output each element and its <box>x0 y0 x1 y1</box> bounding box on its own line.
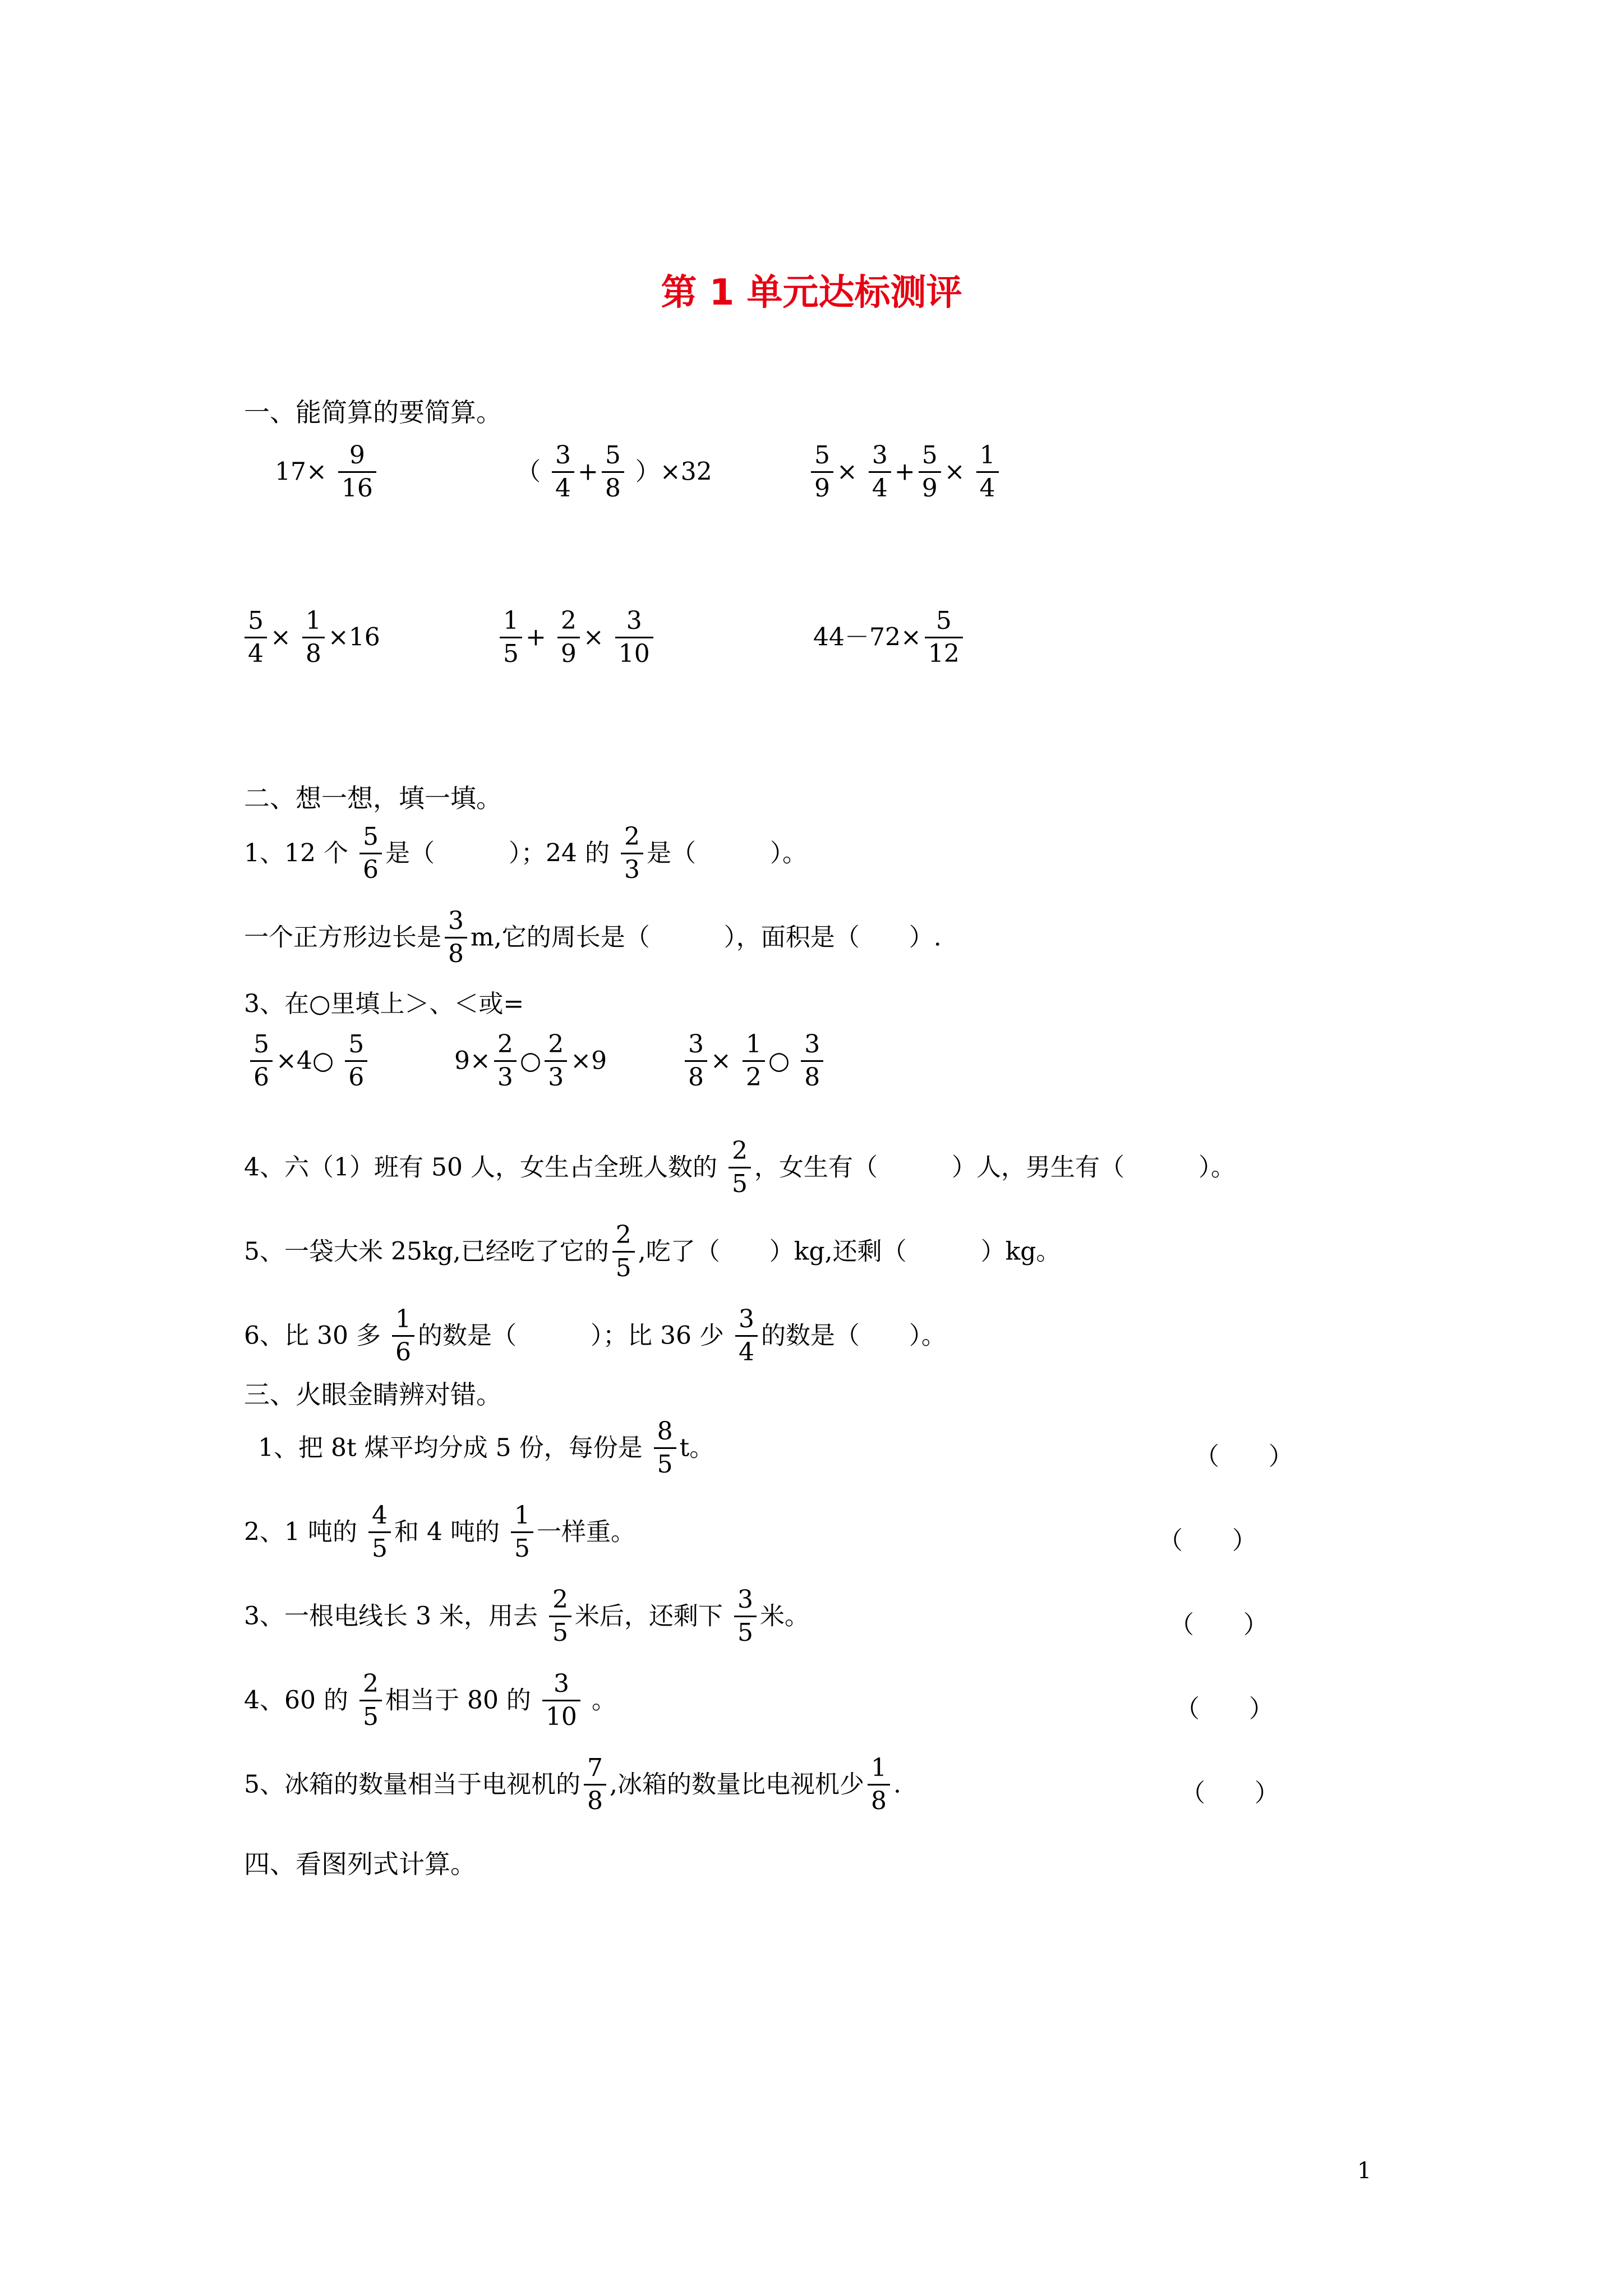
compare-3-1 <box>247 1032 371 1090</box>
question-text: m,它的周长是（ ），面积是（ ）. <box>471 923 942 952</box>
denominator: 8 <box>868 1784 890 1814</box>
denominator: 5 <box>734 1616 757 1645</box>
problem-text: ）×32 <box>635 457 712 486</box>
section-2-heading: 二、想一想，填一填。 <box>244 783 502 813</box>
denominator: 5 <box>500 637 522 666</box>
fraction <box>602 443 624 501</box>
fraction <box>621 822 643 884</box>
operator: × <box>944 457 965 486</box>
denominator: 8 <box>801 1060 823 1090</box>
fraction <box>392 1307 414 1365</box>
numerator: 2 <box>624 822 640 851</box>
numerator: 5 <box>921 441 938 470</box>
fraction <box>557 606 580 668</box>
operator: + <box>894 457 915 486</box>
question-2-3-heading: 3、在○里填上＞、＜或= <box>244 990 524 1018</box>
numerator: 1 <box>979 441 995 470</box>
problem-1-2 <box>516 443 712 501</box>
question-text: 3、一根电线长 3 米，用去 <box>244 1602 538 1631</box>
fraction <box>612 1223 635 1281</box>
fraction <box>654 1419 676 1477</box>
fraction <box>511 1503 533 1561</box>
question-2-6 <box>244 1307 946 1365</box>
problem-1-5 <box>496 606 657 668</box>
operator: × <box>711 1046 731 1075</box>
numerator: 7 <box>587 1754 603 1782</box>
denominator: 8 <box>602 471 624 501</box>
problem-1-6 <box>813 606 966 668</box>
question-text: 的数是（ ）。 <box>760 1321 946 1350</box>
denominator: 12 <box>925 637 963 666</box>
judge-3-2 <box>244 1503 635 1561</box>
question-text: 的数是（ ）；比 36 少 <box>417 1321 724 1350</box>
compare-3-3 <box>681 1032 827 1090</box>
question-2-5 <box>244 1223 1061 1281</box>
denominator: 5 <box>612 1251 635 1281</box>
denominator: 5 <box>359 1700 382 1729</box>
numerator: 3 <box>553 1669 569 1698</box>
section-4-heading: 四、看图列式计算。 <box>244 1849 476 1879</box>
operator: × <box>837 457 857 486</box>
denominator: 8 <box>445 937 467 967</box>
numerator: 9 <box>349 441 365 470</box>
question-text: 一样重。 <box>536 1517 635 1547</box>
numerator: 3 <box>555 441 571 470</box>
problem-text: 44－72× <box>813 623 921 652</box>
denominator: 6 <box>392 1335 414 1365</box>
page-title: 第 1 单元达标测评 <box>661 272 962 314</box>
numerator: 2 <box>615 1221 631 1249</box>
compare-text: 9× <box>454 1046 491 1075</box>
numerator: 5 <box>605 441 621 470</box>
denominator: 3 <box>545 1060 567 1090</box>
fraction <box>494 1032 517 1090</box>
numerator: 3 <box>626 606 642 635</box>
question-text: 5、冰箱的数量相当于电视机的 <box>244 1770 580 1799</box>
problem-text: （ <box>516 457 541 486</box>
fraction <box>250 1032 273 1090</box>
compare-circle[interactable]: ○ <box>768 1046 790 1075</box>
fraction <box>868 1756 890 1814</box>
fraction <box>685 1032 707 1090</box>
denominator: 10 <box>615 637 653 666</box>
fraction <box>801 1032 823 1090</box>
numerator: 2 <box>552 1585 568 1614</box>
fraction <box>245 606 267 668</box>
fraction <box>728 1139 751 1197</box>
compare-text[interactable]: ×4○ <box>276 1046 334 1075</box>
denominator: 6 <box>359 853 382 882</box>
numerator: 5 <box>935 606 952 635</box>
judge-3-1 <box>258 1419 714 1477</box>
question-text: 1、把 8t 煤平均分成 5 份，每份是 <box>258 1433 643 1462</box>
fraction <box>743 1032 765 1090</box>
compare-circle[interactable]: ○ <box>519 1046 542 1075</box>
question-text: . <box>893 1770 901 1799</box>
question-text: ,吃了（ ）kg,还剩（ ）kg。 <box>638 1237 1061 1266</box>
question-text: 相当于 80 的 <box>385 1686 531 1715</box>
operator: × <box>270 623 291 652</box>
denominator: 4 <box>869 471 891 501</box>
fraction <box>552 443 574 501</box>
fraction <box>542 1669 580 1731</box>
question-text: 一个正方形边长是 <box>244 923 441 952</box>
denominator: 3 <box>621 853 643 882</box>
fraction <box>359 822 382 884</box>
fraction <box>925 606 963 668</box>
numerator: 5 <box>253 1030 269 1059</box>
question-text: ，女生有（ ）人，男生有（ ）。 <box>754 1153 1235 1182</box>
denominator: 8 <box>584 1784 606 1814</box>
numerator: 3 <box>448 907 464 935</box>
fraction <box>338 443 376 501</box>
denominator: 4 <box>735 1335 758 1365</box>
fraction <box>302 606 325 668</box>
operator: + <box>525 623 546 652</box>
fraction <box>735 1307 758 1365</box>
numerator: 1 <box>745 1030 762 1059</box>
judge-3-3 <box>244 1585 809 1647</box>
numerator: 1 <box>871 1754 887 1782</box>
denominator: 5 <box>511 1531 533 1561</box>
denominator: 8 <box>302 637 325 666</box>
denominator: 5 <box>549 1616 571 1645</box>
answer-paren-1[interactable]: （ ） <box>1195 1442 1293 1471</box>
fraction <box>869 443 891 501</box>
denominator: 8 <box>685 1060 707 1090</box>
operator: + <box>578 457 598 486</box>
question-text: 是（ ）；24 的 <box>385 839 610 868</box>
fraction <box>445 909 467 967</box>
fraction <box>359 1669 382 1731</box>
operator: × <box>583 623 604 652</box>
denominator: 5 <box>654 1447 676 1477</box>
numerator: 8 <box>657 1417 673 1446</box>
problem-1-4 <box>241 606 380 668</box>
question-text: 是（ ）。 <box>646 839 807 868</box>
fraction <box>919 443 941 501</box>
compare-text: ×9 <box>570 1046 607 1075</box>
question-2-4 <box>244 1139 1235 1197</box>
question-text: 4、60 的 <box>244 1686 348 1715</box>
denominator: 4 <box>552 471 574 501</box>
section-3-heading: 三、火眼金睛辨对错。 <box>244 1379 502 1410</box>
question-text: 米。 <box>759 1602 809 1631</box>
numerator: 3 <box>804 1030 820 1059</box>
answer-paren-3[interactable]: （ ） <box>1169 1611 1268 1639</box>
problem-text: 17× <box>275 457 327 486</box>
numerator: 5 <box>248 606 264 635</box>
question-2-1 <box>244 822 807 884</box>
fraction <box>811 443 833 501</box>
numerator: 3 <box>738 1305 754 1333</box>
denominator: 2 <box>743 1060 765 1090</box>
denominator: 9 <box>919 471 941 501</box>
denominator: 6 <box>250 1060 273 1090</box>
question-text: 2、1 吨的 <box>244 1517 357 1547</box>
question-text: 。 <box>591 1686 616 1715</box>
compare-3-2 <box>454 1032 607 1090</box>
fraction <box>615 606 653 668</box>
numerator: 3 <box>737 1585 753 1614</box>
fraction <box>545 1032 567 1090</box>
numerator: 5 <box>362 822 379 851</box>
fraction <box>345 1032 367 1090</box>
judge-3-5 <box>244 1756 901 1814</box>
question-text: 4、六（1）班有 50 人，女生占全班人数的 <box>244 1153 717 1182</box>
numerator: 3 <box>688 1030 704 1059</box>
question-text: ,冰箱的数量比电视机少 <box>610 1770 864 1799</box>
question-text: 5、一袋大米 25kg,已经吃了它的 <box>244 1237 609 1266</box>
denominator: 10 <box>542 1700 580 1729</box>
question-text: 米后，还剩下 <box>574 1602 723 1631</box>
numerator: 1 <box>305 606 321 635</box>
section-1-heading: 一、能简算的要简算。 <box>244 397 502 427</box>
question-text: 和 4 吨的 <box>394 1517 500 1547</box>
question-text: 1、12 个 <box>244 839 348 868</box>
numerator: 1 <box>503 606 519 635</box>
problem-1-3 <box>808 443 1002 501</box>
numerator: 5 <box>814 441 830 470</box>
problem-1-1 <box>275 443 380 501</box>
numerator: 2 <box>560 606 577 635</box>
numerator: 4 <box>371 1501 388 1530</box>
denominator: 6 <box>345 1060 367 1090</box>
problem-text: ×16 <box>328 623 380 652</box>
fraction <box>734 1585 757 1647</box>
denominator: 4 <box>245 637 267 666</box>
denominator: 3 <box>494 1060 517 1090</box>
answer-paren-4[interactable]: （ ） <box>1175 1695 1274 1723</box>
numerator: 2 <box>548 1030 564 1059</box>
question-2-2 <box>244 909 942 967</box>
denominator: 9 <box>557 637 580 666</box>
denominator: 4 <box>976 471 999 501</box>
numerator: 1 <box>514 1501 530 1530</box>
denominator: 5 <box>368 1531 391 1561</box>
judge-3-4 <box>244 1669 616 1731</box>
question-text: 6、比 30 多 <box>244 1321 381 1350</box>
numerator: 3 <box>872 441 888 470</box>
answer-paren-2[interactable]: （ ） <box>1158 1526 1257 1555</box>
denominator: 9 <box>811 471 833 501</box>
denominator: 5 <box>728 1167 751 1197</box>
numerator: 2 <box>497 1030 513 1059</box>
numerator: 1 <box>395 1305 411 1333</box>
question-text: t。 <box>679 1433 714 1462</box>
denominator: 16 <box>338 471 376 501</box>
numerator: 2 <box>731 1137 748 1165</box>
page-number: 1 <box>1357 2158 1372 2184</box>
fraction <box>500 606 522 668</box>
fraction <box>549 1585 571 1647</box>
fraction <box>368 1503 391 1561</box>
answer-paren-5[interactable]: （ ） <box>1181 1779 1279 1807</box>
fraction <box>976 443 999 501</box>
fraction <box>584 1756 606 1814</box>
numerator: 2 <box>362 1669 379 1698</box>
numerator: 5 <box>348 1030 365 1059</box>
